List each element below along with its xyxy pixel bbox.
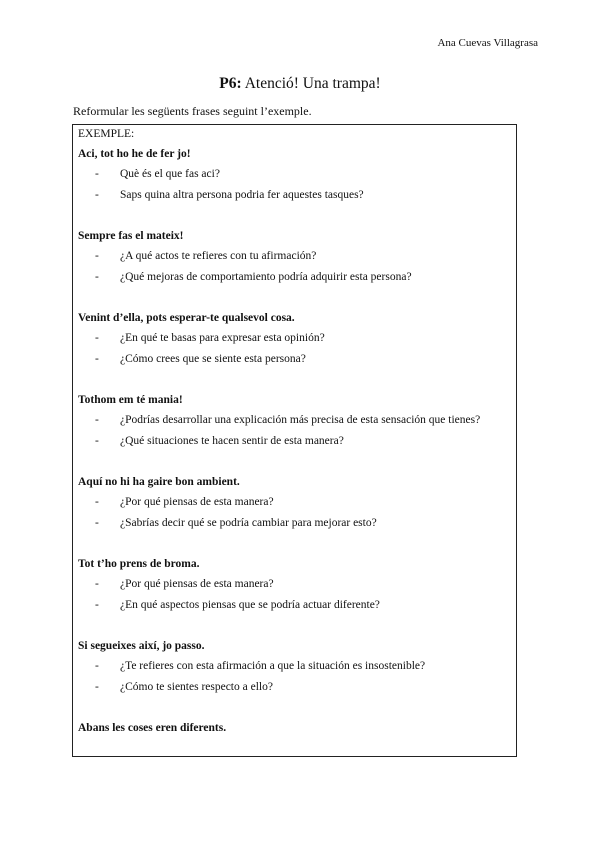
section-heading: Si segueixes així, jo passo. — [78, 640, 205, 652]
item-text: ¿Cómo crees que se siente esta persona? — [120, 353, 306, 365]
example-section — [78, 636, 510, 698]
example-section — [78, 226, 510, 288]
list-dash: - — [95, 332, 99, 344]
list-dash: - — [95, 168, 99, 180]
list-dash: - — [95, 189, 99, 201]
instructions-text: Reformular les següents frases seguint l’exemple. — [73, 104, 312, 118]
section-heading: Aquí no hi ha gaire bon ambient. — [78, 476, 240, 488]
item-text: ¿En qué te basas para expresar esta opinión? — [120, 332, 325, 344]
item-text: Saps quina altra persona podria fer aquestes tasques? — [120, 189, 364, 201]
item-text: ¿Qué mejoras de comportamiento podría adquirir esta persona? — [120, 271, 412, 283]
example-section — [78, 472, 510, 534]
list-item — [78, 185, 510, 206]
list-item — [78, 677, 510, 698]
item-text: ¿Cómo te sientes respecto a ello? — [120, 681, 273, 693]
example-section — [78, 390, 510, 452]
section-heading: Venint d’ella, pots esperar-te qualsevol cosa. — [78, 312, 295, 324]
list-dash: - — [95, 496, 99, 508]
item-text: ¿Sabrías decir qué se podría cambiar para mejorar esto? — [120, 517, 377, 529]
title-text: Atenció! Una trampa! — [244, 75, 381, 92]
list-dash: - — [95, 578, 99, 590]
list-dash: - — [95, 353, 99, 365]
section-heading: Sempre fas el mateix! — [78, 230, 184, 242]
item-text: ¿Te refieres con esta afirmación a que la situación es insostenible? — [120, 660, 426, 672]
section-heading: Tothom em té mania! — [78, 394, 183, 406]
page-title — [0, 75, 600, 93]
item-text: ¿Por qué piensas de esta manera? — [120, 578, 274, 590]
item-text: ¿En qué aspectos piensas que se podría actuar diferente? — [120, 599, 380, 611]
list-item — [78, 164, 510, 185]
section-heading: Abans les coses eren diferents. — [78, 722, 227, 734]
list-item — [78, 410, 510, 431]
list-dash: - — [95, 435, 99, 447]
example-section — [78, 308, 510, 370]
example-section — [78, 718, 510, 738]
list-dash: - — [95, 414, 99, 426]
list-item — [78, 574, 510, 595]
list-item — [78, 328, 510, 349]
example-section — [78, 554, 510, 616]
list-dash: - — [95, 271, 99, 283]
list-dash: - — [95, 681, 99, 693]
list-dash: - — [95, 660, 99, 672]
example-box — [72, 124, 517, 757]
item-text: ¿Qué situaciones te hacen sentir de esta manera? — [120, 435, 344, 447]
section-heading: Aci, tot ho he de fer jo! — [78, 148, 191, 160]
list-item — [78, 246, 510, 267]
list-item — [78, 513, 510, 534]
list-dash: - — [95, 599, 99, 611]
list-item — [78, 595, 510, 616]
list-item — [78, 431, 510, 452]
section-heading: Tot t’ho prens de broma. — [78, 558, 200, 570]
item-text: ¿Por qué piensas de esta manera? — [120, 496, 274, 508]
example-label: EXEMPLE: — [78, 128, 135, 140]
example-section — [78, 144, 510, 206]
list-item — [78, 656, 510, 677]
item-text: ¿Podrías desarrollar una explicación más precisa de esta sensación que tienes? — [120, 414, 481, 426]
item-text: Què és el que fas aci? — [120, 168, 220, 180]
list-item — [78, 492, 510, 513]
author-name: Ana Cuevas Villagrasa — [437, 37, 538, 49]
title-prefix: P6: — [219, 75, 242, 92]
list-item — [78, 267, 510, 288]
list-item — [78, 349, 510, 370]
list-dash: - — [95, 250, 99, 262]
list-dash: - — [95, 517, 99, 529]
item-text: ¿A qué actos te refieres con tu afirmación? — [120, 250, 317, 262]
